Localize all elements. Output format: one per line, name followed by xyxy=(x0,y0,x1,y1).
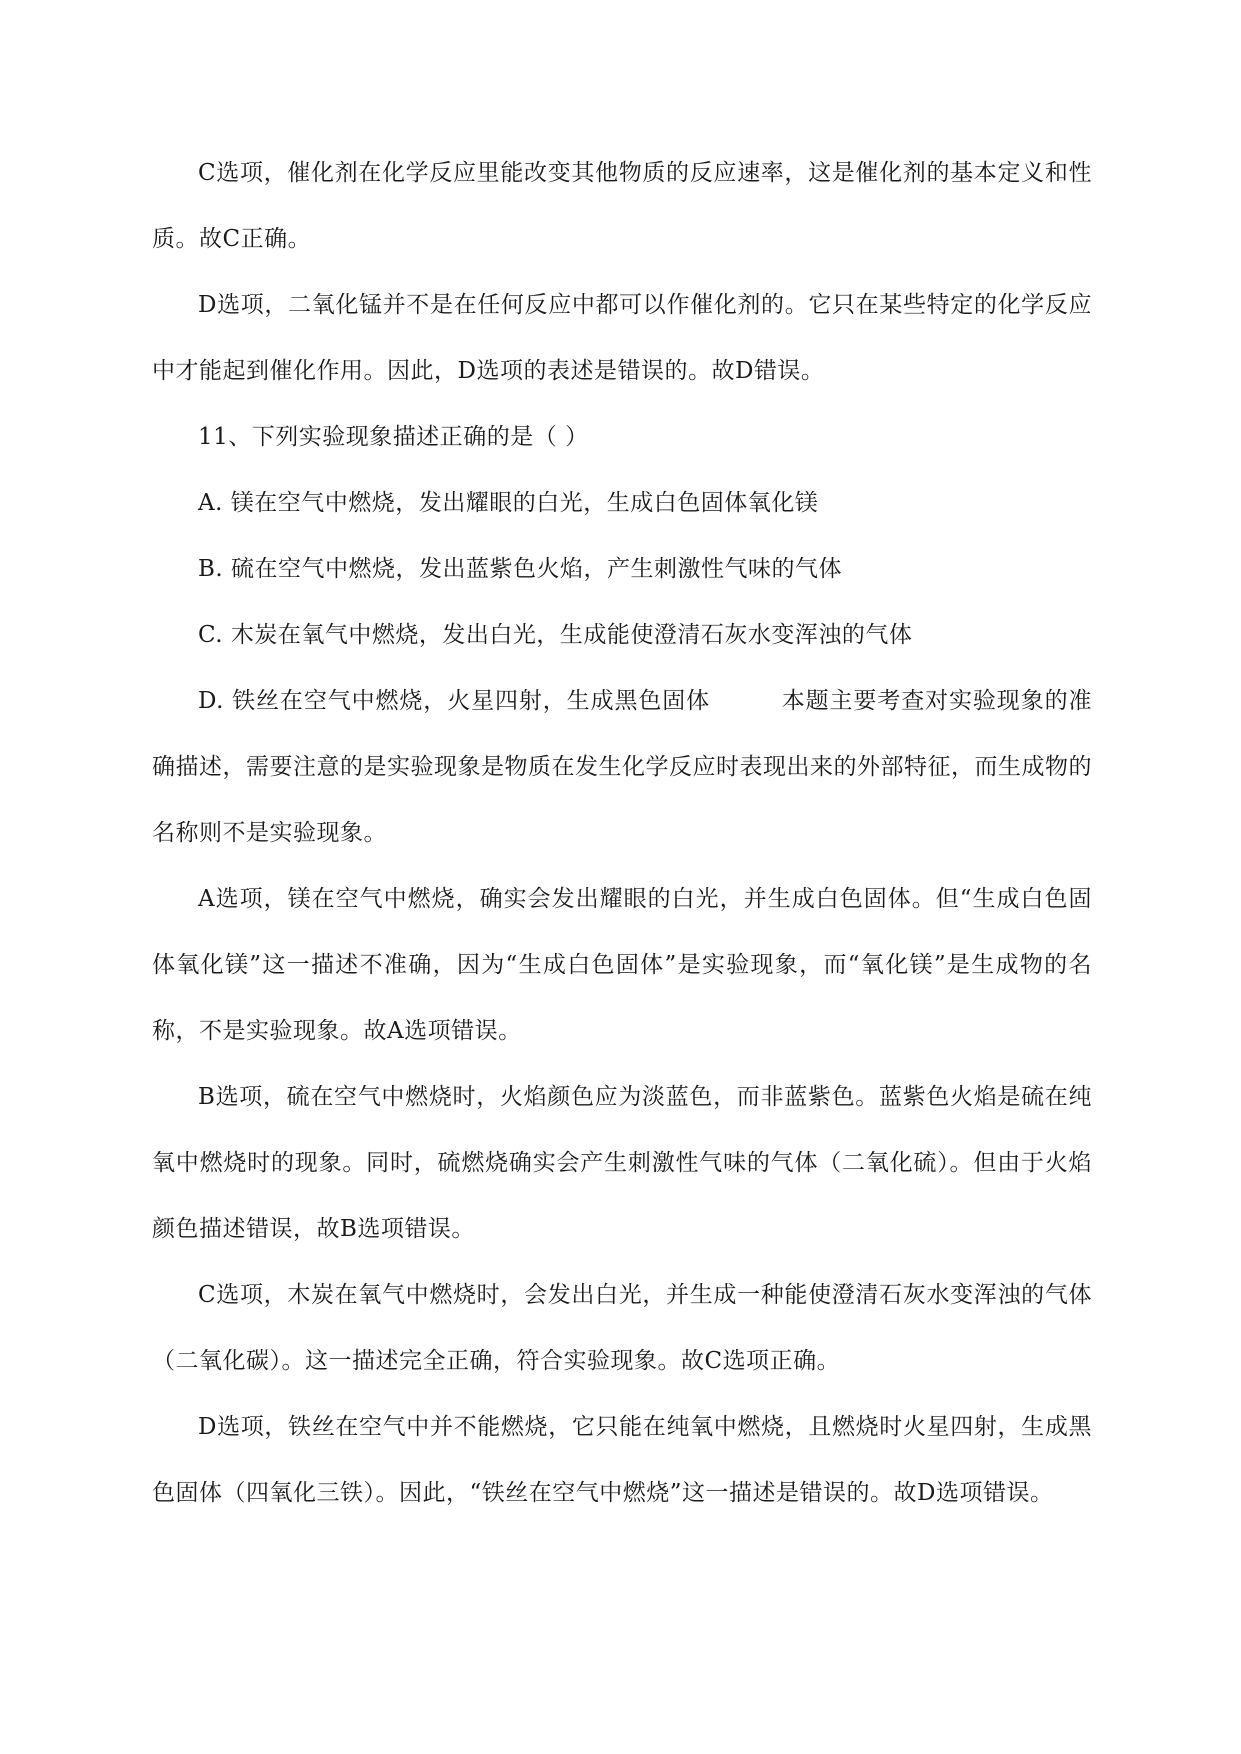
question-11-option-d-and-analysis: D. 铁丝在空气中燃烧，火星四射，生成黑色固体 本题主要考查对实验现象的准确描述，需要注意的是实验现象是物质在发生化学反应时表现出来的外部特征，而生成物的名称则不是实验现象。 xyxy=(152,688,1092,846)
question-11-stem: 11、下列实验现象描述正确的是（ ） xyxy=(198,424,589,450)
question-11-option-b: B. 硫在空气中燃烧，发出蓝紫色火焰，产生刺激性气味的气体 xyxy=(198,556,843,582)
question-11-option-a: A. 镁在空气中燃烧，发出耀眼的白光，生成白色固体氧化镁 xyxy=(198,490,819,516)
analysis-option-d: D选项，铁丝在空气中并不能燃烧，它只能在纯氧中燃烧，且燃烧时火星四射，生成黑色固体（四氧化三铁）。因此，“铁丝在空气中燃烧”这一描述是错误的。故D选项错误。 xyxy=(152,1414,1092,1506)
paragraph-option-d-explanation: D选项，二氧化锰并不是在任何反应中都可以作催化剂的。它只在某些特定的化学反应中才能起到催化作用。因此，D选项的表述是错误的。故D错误。 xyxy=(152,292,1092,384)
paragraph-option-c-explanation: C选项，催化剂在化学反应里能改变其他物质的反应速率，这是催化剂的基本定义和性质。故C正确。 xyxy=(152,160,1092,252)
analysis-option-a: A选项，镁在空气中燃烧，确实会发出耀眼的白光，并生成白色固体。但“生成白色固体氧化镁”这一描述不准确，因为“生成白色固体”是实验现象，而“氧化镁”是生成物的名称，不是实验现象。故A选项错误。 xyxy=(152,886,1092,1044)
document-body xyxy=(152,140,1092,1526)
question-11-option-c: C. 木炭在氧气中燃烧，发出白光，生成能使澄清石灰水变浑浊的气体 xyxy=(198,622,913,648)
analysis-option-b: B选项，硫在空气中燃烧时，火焰颜色应为淡蓝色，而非蓝紫色。蓝紫色火焰是硫在纯氧中燃烧时的现象。同时，硫燃烧确实会产生刺激性气味的气体（二氧化硫）。但由于火焰颜色描述错误，故B选项错误。 xyxy=(152,1084,1092,1242)
analysis-option-c: C选项，木炭在氧气中燃烧时，会发出白光，并生成一种能使澄清石灰水变浑浊的气体（二氧化碳）。这一描述完全正确，符合实验现象。故C选项正确。 xyxy=(152,1282,1092,1374)
